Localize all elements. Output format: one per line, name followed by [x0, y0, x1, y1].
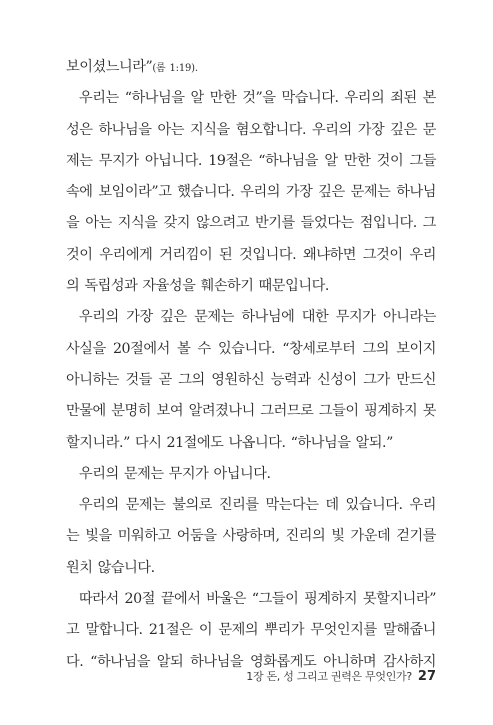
- text-line-14: 우리의 문제는 무지가 아닙니다.: [79, 465, 271, 482]
- text-line-17: 원치 않습니다.: [66, 559, 155, 576]
- text-line-8: 의 독립성과 자율성을 훼손하기 때문입니다.: [66, 278, 329, 295]
- text-line-18: 따라서 20절 끝에서 바울은 “그들이 핑계하지 못할지니라”: [79, 591, 436, 608]
- body-text: [66, 52, 436, 678]
- text-line-1: 보이셨느니라”(롬 1:19).: [66, 59, 198, 75]
- text-line-19: 고 말합니다. 21절은 이 문제의 뿌리가 무엇인지를 말해줍니: [66, 622, 436, 639]
- running-footer-chapter-title: 1장 돈, 성 그리고 권력은 무엇인가?: [246, 670, 412, 683]
- text-line-15: 우리의 문제는 불의로 진리를 막는다는 데 있습니다. 우리: [79, 497, 436, 514]
- text-line-2: 우리는 “하나님을 알 만한 것”을 막습니다. 우리의 죄된 본: [79, 90, 436, 107]
- verse-reference: (롬 1:19).: [152, 63, 198, 74]
- text-line-12: 만물에 분명히 보여 알려졌나니 그러므로 그들이 핑계하지 못: [66, 403, 436, 420]
- page-number: 27: [417, 669, 436, 684]
- text-line-10: 사실을 20절에서 볼 수 있습니다. “창세로부터 그의 보이지: [66, 340, 436, 357]
- text-line-7: 것이 우리에게 거리낌이 된 것입니다. 왜냐하면 그것이 우리: [66, 246, 436, 263]
- text-line-9: 우리의 가장 깊은 문제는 하나님에 대한 무지가 아니라는: [79, 309, 436, 326]
- page-footer: [246, 665, 436, 685]
- text-line-5: 속에 보임이라”고 했습니다. 우리의 가장 깊은 문제는 하나님: [66, 184, 436, 201]
- text-line-4: 제는 무지가 아닙니다. 19절은 “하나님을 알 만한 것이 그들: [66, 152, 436, 169]
- text-line-13: 할지니라.” 다시 21절에도 나옵니다. “하나님을 알되.”: [66, 434, 393, 451]
- text-line-3: 성은 하나님을 아는 지식을 혐오합니다. 우리의 가장 깊은 문: [66, 121, 436, 138]
- text-line-20: 다. “하나님을 알되 하나님을 영화롭게도 아니하며 감사하지: [66, 653, 436, 670]
- text-line-6: 을 아는 지식을 갖지 않으려고 반기를 들었다는 점입니다. 그: [66, 215, 436, 232]
- text-line-16: 는 빛을 미워하고 어둠을 사랑하며, 진리의 빛 가운데 걷기를: [66, 528, 436, 545]
- text-line-11: 아니하는 것들 곧 그의 영원하신 능력과 신성이 그가 만드신: [66, 371, 436, 388]
